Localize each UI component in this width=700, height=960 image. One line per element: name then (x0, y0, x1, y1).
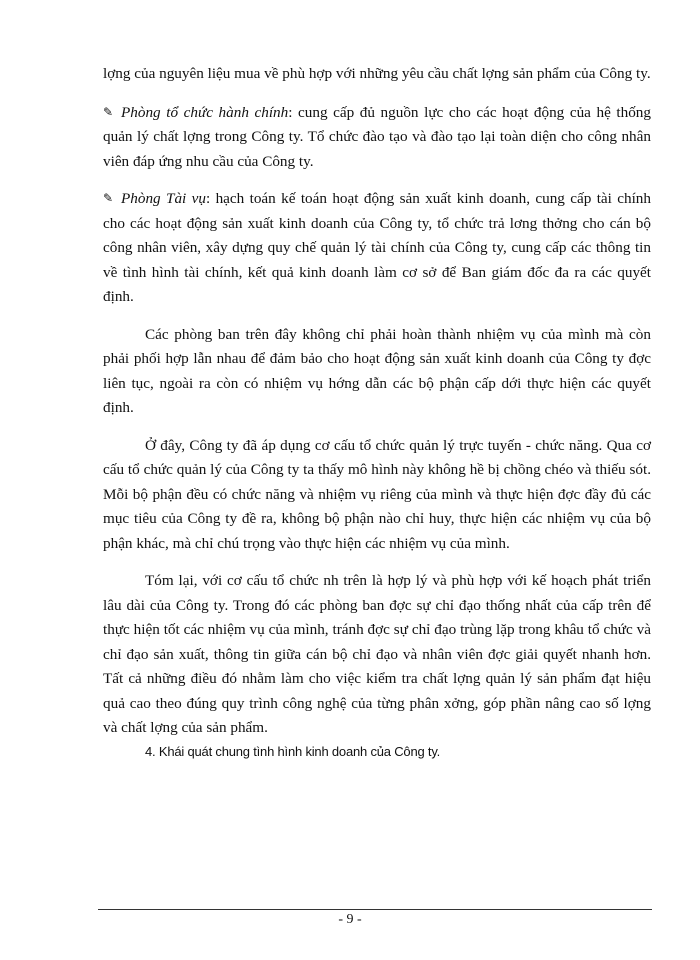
footer-divider (98, 909, 652, 910)
page-number: - 9 - (338, 912, 362, 927)
paragraph-finance-department (103, 186, 651, 310)
paragraph-text: Các phòng ban trên đây không chỉ phải hoàn thành nhiệm vụ của mình mà còn phải phối hợp lẫn nhau để đảm bảo cho hoạt động sản xuất kinh doanh của Công ty đợc liên tục, ngoài ra còn có nhiệm vụ hớng dẫn các bộ phận cấp dới thực hiện các quyết định. (103, 325, 651, 416)
paragraph-continuation (103, 62, 651, 87)
department-label: Phòng Tài vụ (121, 190, 206, 207)
paragraph-text: lợng của nguyên liệu mua về phù hợp với những yêu cầu chất lợng sản phẩm của Công ty. (103, 65, 651, 82)
paragraph-text: : hạch toán kế toán hoạt động sản xuất kinh doanh, cung cấp tài chính cho các hoạt động sản xuất kinh doanh của Công ty, tổ chức trả lơng thởng cho cán bộ công nhân viên, xây dựng quy chế quản lý tài chính của Công ty, cung cấp các thông tin về tình hình tài chính, kết quả kinh doanh làm cơ sở để Ban giám đốc đa ra các quyết định. (103, 190, 651, 305)
paragraph-text: Tóm lại, với cơ cấu tổ chức nh trên là hợp lý và phù hợp với kế hoạch phát triển lâu dài của Công ty. Trong đó các phòng ban đợc sự chỉ đạo thống nhất của cấp trên để thực hiện tốt các nhiệm vụ của mình, tránh đợc sự chỉ đạo trùng lặp trong khâu tổ chức và chỉ đạo sản xuất, thông tin giữa cán bộ chỉ đạo và nhân viên đợc giải quyết nhanh hơn. Tất cả những điều đó nhằm làm cho việc kiểm tra chất lợng quản lý sản phẩm đạt hiệu quả cao theo đúng quy trình công nghệ của từng phân xởng, góp phần nâng cao số lợng và chất lợng của sản phẩm. (103, 572, 651, 736)
pen-bullet-icon: ✎ (103, 104, 114, 119)
department-label: Phòng tổ chức hành chính (121, 103, 289, 121)
paragraph-coordination (103, 323, 651, 421)
paragraph-org-structure (103, 434, 651, 557)
body-text-block (103, 62, 651, 741)
section-heading: 4. Khái quát chung tình hình kinh doanh của Công ty. (145, 744, 441, 759)
paragraph-text: Ở đây, Công ty đã áp dụng cơ cấu tổ chức quản lý trực tuyến - chức năng. Qua cơ cấu tổ chức quản lý của Công ty ta thấy mô hình này không hề bị chồng chéo và thiếu sót. Mỗi bộ phận đều có chức năng và nhiệm vụ riêng của mình và thực hiện đợc đầy đủ các mục tiêu của Công ty đề ra, không bộ phận nào chỉ huy, thực hiện các nhiệm vụ của bộ phận khác, mà chỉ chú trọng vào thực hiện các nhiệm vụ của mình. (103, 436, 651, 552)
paragraph-text: : cung cấp đủ nguồn lực cho các hoạt động của hệ thống quản lý chất lợng trong Công ty. Tổ chức đào tạo và đào tạo lại toàn diện cho công nhân viên đáp ứng nhu cầu của Công ty. (103, 103, 651, 170)
paragraph-admin-department (103, 100, 651, 175)
pen-bullet-icon: ✎ (103, 191, 114, 205)
paragraph-summary (103, 569, 651, 741)
